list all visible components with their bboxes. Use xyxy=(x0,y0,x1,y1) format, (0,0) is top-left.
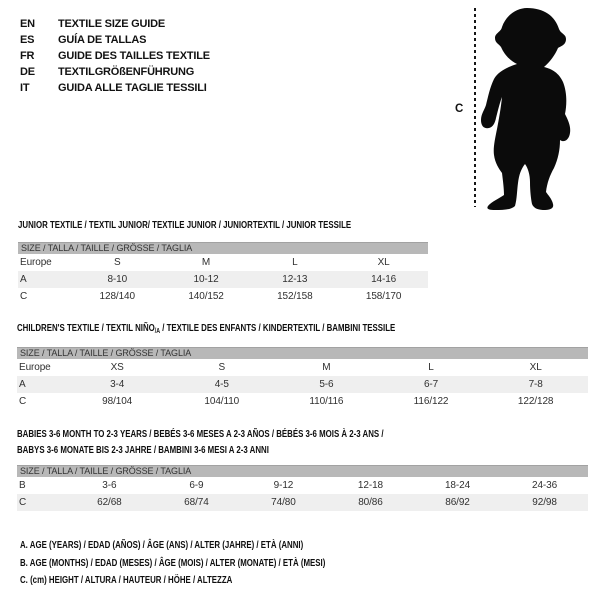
size-row-C xyxy=(18,288,428,305)
size-cell: 68/74 xyxy=(184,497,209,508)
language-code: DE xyxy=(20,66,35,78)
toddler-silhouette-icon xyxy=(481,7,574,210)
language-code: EN xyxy=(20,18,35,30)
row-label: C xyxy=(20,291,28,302)
size-cell: 86/92 xyxy=(445,497,470,508)
language-label: TEXTILE SIZE GUIDE xyxy=(58,18,166,30)
row-label: C xyxy=(19,396,27,407)
size-cell: 7-8 xyxy=(528,379,543,390)
size-cell: 98/104 xyxy=(102,396,133,407)
size-cell: 104/110 xyxy=(204,396,240,407)
size-cell: 158/170 xyxy=(365,291,402,302)
children-table-rows xyxy=(17,359,588,410)
size-cell: XL xyxy=(529,362,542,373)
table-title-line xyxy=(17,320,395,340)
size-cell: 5-6 xyxy=(319,379,334,390)
table-title-text: CHILDREN'S TEXTILE / TEXTIL NIÑO xyxy=(17,322,155,334)
children-table-title xyxy=(17,320,395,340)
row-label: A xyxy=(20,274,27,285)
legend-line: C. (cm) HEIGHT / ALTURA / HAUTEUR / HÖHE / ALTEZZA xyxy=(20,574,233,586)
language-row xyxy=(20,64,210,80)
size-cell: 152/158 xyxy=(277,291,313,302)
table-title-line xyxy=(17,426,384,442)
size-cell: S xyxy=(113,257,121,268)
junior-table-title xyxy=(18,217,351,233)
size-row-A xyxy=(18,271,428,288)
size-cell: XL xyxy=(377,257,390,268)
row-label: Europe xyxy=(20,257,52,268)
size-cell: 12-18 xyxy=(357,480,383,491)
size-cell: 3-6 xyxy=(102,480,117,491)
babies-table-title xyxy=(17,426,384,458)
size-header-text: SIZE / TALLA / TAILLE / GRÖSSE / TAGLIA xyxy=(20,348,192,358)
language-label: GUIDE DES TAILLES TEXTILE xyxy=(58,50,210,62)
row-label: Europe xyxy=(19,362,51,373)
language-code: IT xyxy=(20,82,30,94)
babies-size-table xyxy=(17,426,588,516)
size-header-bar xyxy=(17,347,588,359)
size-cell: 140/152 xyxy=(188,291,224,302)
height-measure-dashed-line xyxy=(474,8,476,207)
size-cell: 18-24 xyxy=(444,480,471,491)
junior-size-table xyxy=(18,217,428,309)
size-cell: L xyxy=(292,257,298,268)
size-cell: 116/122 xyxy=(413,396,449,407)
size-row-B xyxy=(17,477,588,494)
language-label: GUIDA ALLE TAGLIE TESSILI xyxy=(58,82,207,94)
size-header-text: SIZE / TALLA / TAILLE / GRÖSSE / TAGLIA xyxy=(21,243,193,253)
size-cell: 122/128 xyxy=(517,396,554,407)
language-row xyxy=(20,80,210,96)
size-cell: 4-5 xyxy=(214,379,229,390)
size-cell: 62/68 xyxy=(97,497,122,508)
size-cell: L xyxy=(428,362,434,373)
size-header-bar xyxy=(18,242,428,254)
height-marker-label: C xyxy=(455,103,464,115)
size-row-C xyxy=(17,494,588,511)
size-header-text: SIZE / TALLA / TAILLE / GRÖSSE / TAGLIA xyxy=(20,466,192,476)
size-row-Europe xyxy=(17,359,588,376)
size-cell: M xyxy=(201,257,211,268)
legend-line: A. AGE (YEARS) / EDAD (AÑOS) / ÂGE (ANS) / ALTER (JAHRE) / ETÀ (ANNI) xyxy=(20,539,304,551)
size-row-C xyxy=(17,393,588,410)
size-cell: 8-10 xyxy=(107,274,128,285)
measurement-legend xyxy=(20,537,427,590)
table-title-text: BABIES 3-6 MONTH TO 2-3 YEARS / BEBÉS 3-6 MESES A 2-3 AÑOS / BÉBÉS 3-6 MOIS À 2-3 ANS / xyxy=(17,428,384,440)
size-cell: S xyxy=(218,362,226,373)
size-cell: 24-36 xyxy=(531,480,558,491)
size-row-Europe xyxy=(18,254,428,271)
table-title-text: / TEXTILE DES ENFANTS / KINDERTEXTIL / BAMBINI TESSILE xyxy=(160,322,396,334)
size-cell: 9-12 xyxy=(273,480,294,491)
size-cell: XS xyxy=(110,362,124,373)
size-cell: 12-13 xyxy=(282,274,308,285)
size-cell: 6-9 xyxy=(189,480,204,491)
babies-table-rows xyxy=(17,477,588,511)
language-row xyxy=(20,48,210,64)
junior-table-rows xyxy=(18,254,428,305)
table-title-text: /A xyxy=(154,328,161,335)
table-title-text: JUNIOR TEXTILE / TEXTIL JUNIOR/ TEXTILE JUNIOR / JUNIORTEXTIL / JUNIOR TESSILE xyxy=(18,219,352,231)
language-list xyxy=(20,16,210,96)
size-cell: M xyxy=(322,362,331,373)
row-label: A xyxy=(19,379,26,390)
table-title-line xyxy=(17,442,384,458)
row-label: B xyxy=(19,480,26,491)
size-header-bar xyxy=(17,465,588,477)
legend-line: B. AGE (MONTHS) / EDAD (MESES) / ÂGE (MOIS) / ALTER (MONATE) / ETÀ (MESI) xyxy=(20,556,326,569)
size-cell: 14-16 xyxy=(371,274,397,285)
language-code: FR xyxy=(20,50,35,62)
size-cell: 128/140 xyxy=(99,291,135,302)
children-size-table xyxy=(17,320,588,414)
size-row-A xyxy=(17,376,588,393)
size-cell: 110/116 xyxy=(309,396,344,407)
language-code: ES xyxy=(20,34,35,46)
size-cell: 74/80 xyxy=(271,497,296,508)
size-cell: 80/86 xyxy=(358,497,383,508)
size-cell: 10-12 xyxy=(193,274,219,285)
language-row xyxy=(20,32,210,48)
size-cell: 92/98 xyxy=(532,497,557,508)
language-label: TEXTILGRÖßENFÜHRUNG xyxy=(58,66,195,78)
table-title-text: BABYS 3-6 MONATE BIS 2-3 JAHRE / BAMBINI 3-6 MESI A 2-3 ANNI xyxy=(17,444,269,456)
language-label: GUÍA DE TALLAS xyxy=(58,34,147,46)
language-row xyxy=(20,16,210,32)
size-cell: 3-4 xyxy=(110,379,125,390)
size-cell: 6-7 xyxy=(423,379,439,390)
row-label: C xyxy=(19,497,27,508)
table-title-line xyxy=(18,217,351,233)
